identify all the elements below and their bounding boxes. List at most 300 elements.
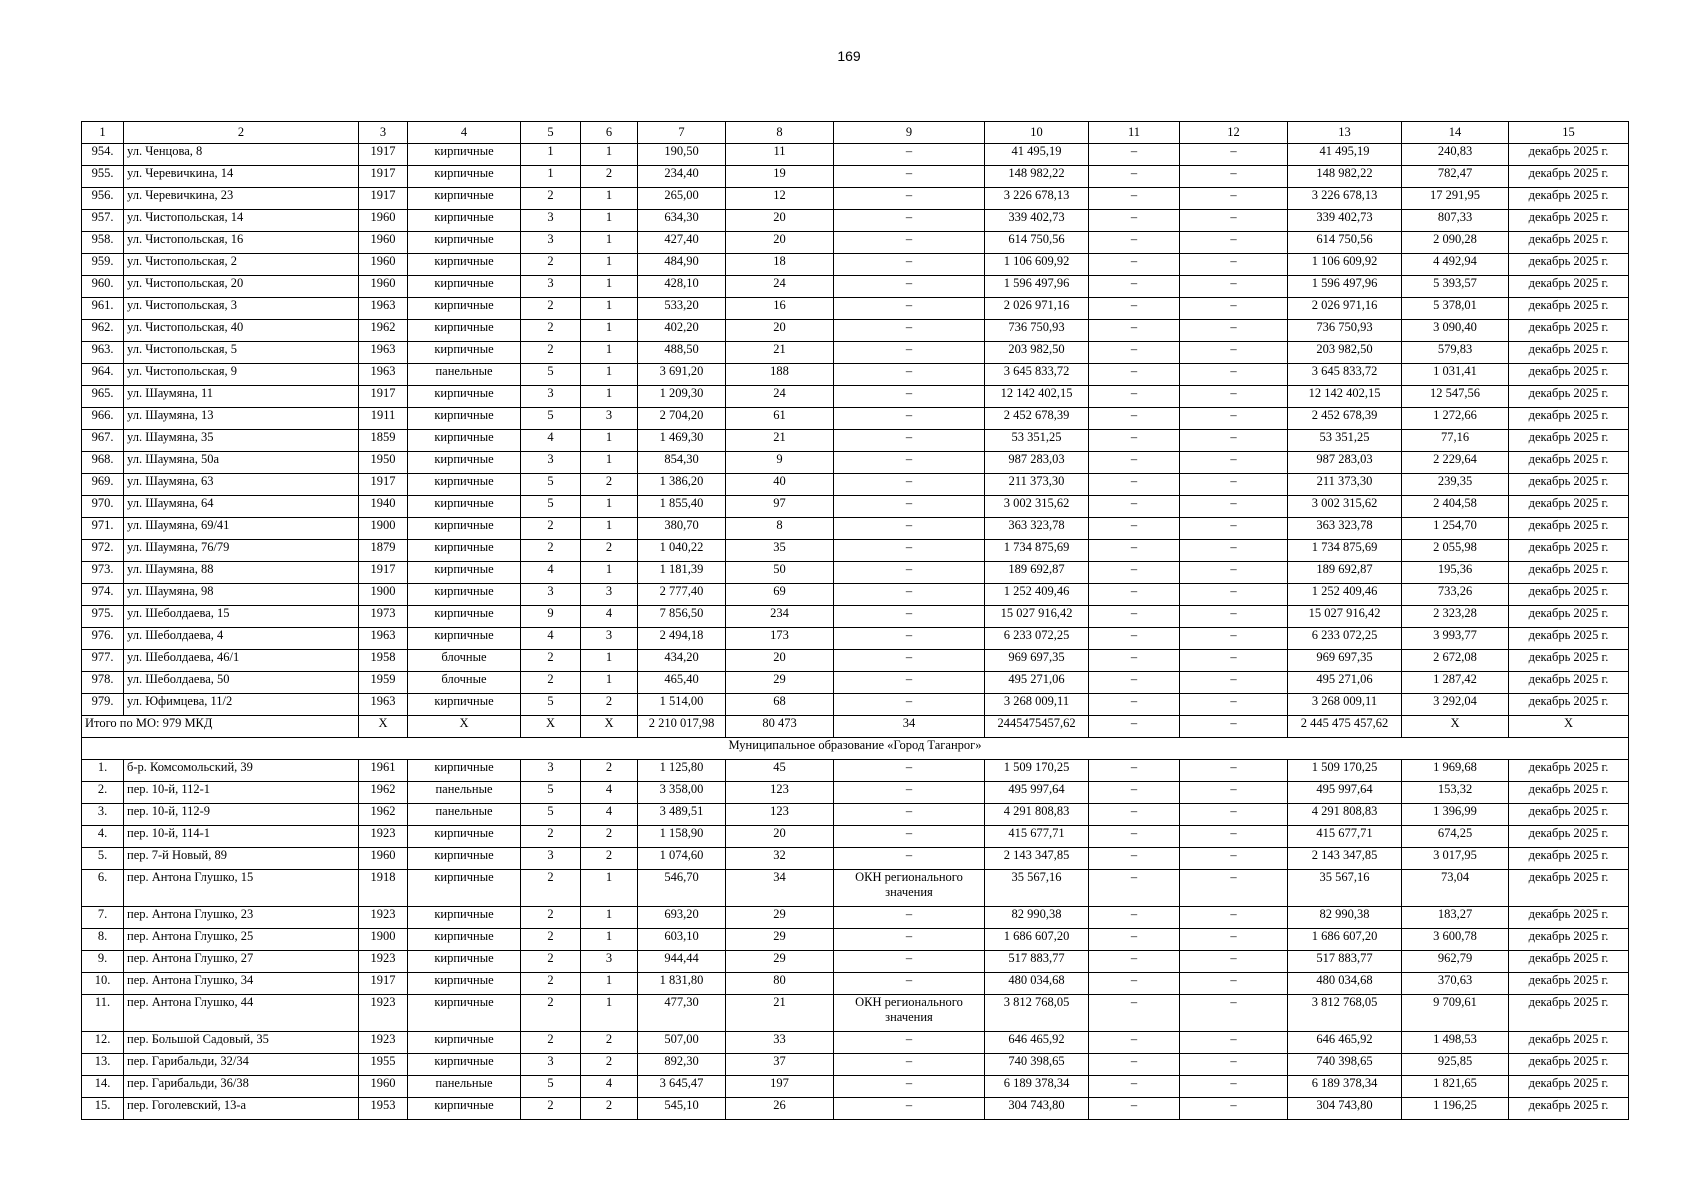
cell-entrances: 4 <box>581 782 638 804</box>
cell-row-number: 956. <box>82 188 124 210</box>
cell-year-built: 1959 <box>359 672 408 694</box>
cell-cost-per-sqm: 9 709,61 <box>1402 995 1509 1032</box>
cell-entrances: 2 <box>581 1098 638 1120</box>
cell-wall-material: кирпичные <box>408 386 521 408</box>
table-row <box>82 951 1629 973</box>
cell-entrances: 1 <box>581 496 638 518</box>
table-row <box>82 995 1629 1032</box>
cell-row-number: 966. <box>82 408 124 430</box>
column-header-2: 2 <box>124 122 359 144</box>
cell-cost-col-13: 203 982,50 <box>1288 342 1402 364</box>
cell-cost-per-sqm: 5 393,57 <box>1402 276 1509 298</box>
cell-total-area: 1 855,40 <box>638 496 726 518</box>
cell-cost-col-11: – <box>1089 254 1180 276</box>
table-row <box>82 320 1629 342</box>
cell-cost-per-sqm: 73,04 <box>1402 870 1509 907</box>
cell-heritage-status: – <box>834 694 985 716</box>
cell-row-number: 954. <box>82 144 124 166</box>
cell-heritage-status: – <box>834 188 985 210</box>
cell-residents: 34 <box>726 870 834 907</box>
table-row <box>82 907 1629 929</box>
cell-row-number: 965. <box>82 386 124 408</box>
cell-cost-col-11: – <box>1089 672 1180 694</box>
cell-cost-col-11: – <box>1089 848 1180 870</box>
table-row <box>82 254 1629 276</box>
cell-completion-date: декабрь 2025 г. <box>1509 166 1629 188</box>
cell-address: пер. 10-й, 112-1 <box>124 782 359 804</box>
cell-row-number: 967. <box>82 430 124 452</box>
cell-address: пер. 7-й Новый, 89 <box>124 848 359 870</box>
cell-completion-date: декабрь 2025 г. <box>1509 342 1629 364</box>
cell-cost-col-13: 12 142 402,15 <box>1288 386 1402 408</box>
table-row <box>82 804 1629 826</box>
cell-year-built: 1900 <box>359 929 408 951</box>
cell-cost-col-12: – <box>1180 496 1288 518</box>
cell-cost-col-13: 480 034,68 <box>1288 973 1402 995</box>
cell-total-cost: 363 323,78 <box>985 518 1089 540</box>
cell-floors: 2 <box>521 826 581 848</box>
cell-wall-material: кирпичные <box>408 760 521 782</box>
section-row <box>82 738 1629 760</box>
cell-cost-col-12: – <box>1180 804 1288 826</box>
cell-address: пер. Антона Глушко, 34 <box>124 973 359 995</box>
cell-cost-per-sqm: 3 993,77 <box>1402 628 1509 650</box>
cell-completion-date: декабрь 2025 г. <box>1509 760 1629 782</box>
cell-cost-col-12: – <box>1180 474 1288 496</box>
cell-cost-col-12: – <box>1180 650 1288 672</box>
cell-heritage-status: – <box>834 1032 985 1054</box>
cell-cost-col-12: – <box>1180 452 1288 474</box>
cell-heritage-status: – <box>834 606 985 628</box>
cell-floors: 3 <box>521 232 581 254</box>
table-row <box>82 1032 1629 1054</box>
cell-year-built: 1962 <box>359 804 408 826</box>
cell-cost-col-12: – <box>1180 342 1288 364</box>
cell-heritage-status: – <box>834 628 985 650</box>
cell-cost-col-13: 6 189 378,34 <box>1288 1076 1402 1098</box>
cell-cost-per-sqm: 2 404,58 <box>1402 496 1509 518</box>
cell-residents: 24 <box>726 276 834 298</box>
cell-address: ул. Шаумяна, 13 <box>124 408 359 430</box>
cell-residents: 29 <box>726 929 834 951</box>
cell-address: ул. Черевичкина, 14 <box>124 166 359 188</box>
cell-year-built: 1958 <box>359 650 408 672</box>
cell-total-cost: 415 677,71 <box>985 826 1089 848</box>
cell-heritage-status: – <box>834 760 985 782</box>
cell-total-area: 603,10 <box>638 929 726 951</box>
cell-residents: 20 <box>726 826 834 848</box>
cell-wall-material: кирпичные <box>408 276 521 298</box>
cell-year-built: 1963 <box>359 342 408 364</box>
cell-residents: 188 <box>726 364 834 386</box>
cell-entrances: 2 <box>581 848 638 870</box>
cell-row-number: 14. <box>82 1076 124 1098</box>
cell-address: ул. Шаумяна, 35 <box>124 430 359 452</box>
cell-row-number: 11. <box>82 995 124 1032</box>
cell-cost-col-12: – <box>1180 210 1288 232</box>
cell-cost-per-sqm: 2 090,28 <box>1402 232 1509 254</box>
cell-total-cost: 6 233 072,25 <box>985 628 1089 650</box>
column-header-15: 15 <box>1509 122 1629 144</box>
cell-completion-date: декабрь 2025 г. <box>1509 606 1629 628</box>
cell-residents: 29 <box>726 672 834 694</box>
cell-row-number: 976. <box>82 628 124 650</box>
cell-entrances: 2 <box>581 826 638 848</box>
cell-address: ул. Чистопольская, 20 <box>124 276 359 298</box>
cell-total-area: 533,20 <box>638 298 726 320</box>
cell-total-area: 380,70 <box>638 518 726 540</box>
cell-floors: 2 <box>521 1098 581 1120</box>
cell-wall-material: кирпичные <box>408 430 521 452</box>
cell-address: ул. Шеболдаева, 15 <box>124 606 359 628</box>
cell-cost-col-11: – <box>1089 694 1180 716</box>
cell-total-cost: 987 283,03 <box>985 452 1089 474</box>
cell-entrances: 1 <box>581 298 638 320</box>
table-row <box>82 606 1629 628</box>
cell-cost-col-11: – <box>1089 320 1180 342</box>
cell-cost-col-13: 15 027 916,42 <box>1288 606 1402 628</box>
page-number: 169 <box>837 48 861 64</box>
section-title: Муниципальное образование «Город Таганрог» <box>82 738 1629 760</box>
cell-total-area: 234,40 <box>638 166 726 188</box>
table-header <box>82 122 1629 144</box>
cell-floors: 2 <box>521 518 581 540</box>
cell-residents: 197 <box>726 1076 834 1098</box>
cell-wall-material: кирпичные <box>408 606 521 628</box>
cell-address: ул. Шаумяна, 64 <box>124 496 359 518</box>
cell-completion-date: декабрь 2025 г. <box>1509 1032 1629 1054</box>
subtotal-cell: 34 <box>834 716 985 738</box>
cell-address: пер. Антона Глушко, 15 <box>124 870 359 907</box>
cell-total-area: 507,00 <box>638 1032 726 1054</box>
cell-address: ул. Шаумяна, 63 <box>124 474 359 496</box>
cell-address: ул. Чистопольская, 16 <box>124 232 359 254</box>
cell-residents: 20 <box>726 232 834 254</box>
cell-year-built: 1917 <box>359 386 408 408</box>
cell-entrances: 1 <box>581 973 638 995</box>
cell-heritage-status: – <box>834 782 985 804</box>
cell-total-cost: 3 226 678,13 <box>985 188 1089 210</box>
cell-cost-col-11: – <box>1089 188 1180 210</box>
cell-cost-col-11: – <box>1089 144 1180 166</box>
cell-heritage-status: – <box>834 1076 985 1098</box>
cell-row-number: 958. <box>82 232 124 254</box>
table-row <box>82 188 1629 210</box>
cell-total-cost: 304 743,80 <box>985 1098 1089 1120</box>
cell-year-built: 1900 <box>359 584 408 606</box>
cell-cost-col-13: 987 283,03 <box>1288 452 1402 474</box>
cell-total-cost: 211 373,30 <box>985 474 1089 496</box>
cell-heritage-status: ОКН регионального значения <box>834 995 985 1032</box>
cell-cost-per-sqm: 1 396,99 <box>1402 804 1509 826</box>
cell-total-cost: 15 027 916,42 <box>985 606 1089 628</box>
cell-cost-col-13: 4 291 808,83 <box>1288 804 1402 826</box>
cell-wall-material: кирпичные <box>408 496 521 518</box>
cell-completion-date: декабрь 2025 г. <box>1509 474 1629 496</box>
cell-wall-material: кирпичные <box>408 628 521 650</box>
cell-cost-per-sqm: 240,83 <box>1402 144 1509 166</box>
cell-cost-per-sqm: 239,35 <box>1402 474 1509 496</box>
cell-year-built: 1962 <box>359 320 408 342</box>
cell-residents: 12 <box>726 188 834 210</box>
cell-heritage-status: – <box>834 276 985 298</box>
cell-heritage-status: – <box>834 650 985 672</box>
cell-completion-date: декабрь 2025 г. <box>1509 672 1629 694</box>
cell-cost-col-11: – <box>1089 826 1180 848</box>
cell-address: ул. Чистопольская, 14 <box>124 210 359 232</box>
cell-completion-date: декабрь 2025 г. <box>1509 188 1629 210</box>
cell-cost-col-12: – <box>1180 408 1288 430</box>
cell-cost-col-11: – <box>1089 870 1180 907</box>
cell-year-built: 1879 <box>359 540 408 562</box>
cell-address: ул. Шеболдаева, 4 <box>124 628 359 650</box>
cell-total-cost: 2 452 678,39 <box>985 408 1089 430</box>
cell-cost-per-sqm: 925,85 <box>1402 1054 1509 1076</box>
cell-cost-col-13: 41 495,19 <box>1288 144 1402 166</box>
table-body <box>82 144 1629 1120</box>
cell-completion-date: декабрь 2025 г. <box>1509 386 1629 408</box>
cell-heritage-status: – <box>834 1054 985 1076</box>
column-header-10: 10 <box>985 122 1089 144</box>
cell-completion-date: декабрь 2025 г. <box>1509 144 1629 166</box>
table-row <box>82 929 1629 951</box>
cell-cost-col-13: 53 351,25 <box>1288 430 1402 452</box>
cell-cost-col-12: – <box>1180 166 1288 188</box>
cell-address: ул. Шеболдаева, 46/1 <box>124 650 359 672</box>
cell-cost-col-11: – <box>1089 364 1180 386</box>
cell-cost-per-sqm: 1 821,65 <box>1402 1076 1509 1098</box>
cell-row-number: 970. <box>82 496 124 518</box>
cell-cost-col-11: – <box>1089 342 1180 364</box>
cell-cost-col-13: 6 233 072,25 <box>1288 628 1402 650</box>
cell-total-cost: 1 686 607,20 <box>985 929 1089 951</box>
cell-entrances: 1 <box>581 144 638 166</box>
cell-total-cost: 41 495,19 <box>985 144 1089 166</box>
cell-year-built: 1963 <box>359 628 408 650</box>
cell-row-number: 12. <box>82 1032 124 1054</box>
cell-total-area: 1 040,22 <box>638 540 726 562</box>
cell-cost-per-sqm: 674,25 <box>1402 826 1509 848</box>
cell-cost-col-13: 415 677,71 <box>1288 826 1402 848</box>
cell-cost-col-11: – <box>1089 166 1180 188</box>
cell-residents: 234 <box>726 606 834 628</box>
subtotal-cell: 2 445 475 457,62 <box>1288 716 1402 738</box>
cell-cost-per-sqm: 1 969,68 <box>1402 760 1509 782</box>
cell-cost-col-11: – <box>1089 452 1180 474</box>
cell-total-cost: 53 351,25 <box>985 430 1089 452</box>
cell-heritage-status: – <box>834 672 985 694</box>
cell-total-area: 1 514,00 <box>638 694 726 716</box>
cell-cost-col-13: 495 271,06 <box>1288 672 1402 694</box>
cell-year-built: 1923 <box>359 951 408 973</box>
cell-heritage-status: – <box>834 562 985 584</box>
cell-heritage-status: – <box>834 408 985 430</box>
cell-cost-col-11: – <box>1089 562 1180 584</box>
cell-row-number: 971. <box>82 518 124 540</box>
cell-year-built: 1911 <box>359 408 408 430</box>
cell-cost-col-12: – <box>1180 760 1288 782</box>
cell-cost-col-11: – <box>1089 430 1180 452</box>
cell-address: ул. Шаумяна, 50а <box>124 452 359 474</box>
cell-year-built: 1900 <box>359 518 408 540</box>
cell-year-built: 1960 <box>359 1076 408 1098</box>
cell-total-cost: 148 982,22 <box>985 166 1089 188</box>
cell-wall-material: кирпичные <box>408 694 521 716</box>
cell-entrances: 1 <box>581 562 638 584</box>
cell-address: ул. Чистопольская, 3 <box>124 298 359 320</box>
cell-wall-material: кирпичные <box>408 540 521 562</box>
cell-row-number: 9. <box>82 951 124 973</box>
table-row <box>82 386 1629 408</box>
cell-heritage-status: – <box>834 430 985 452</box>
cell-cost-per-sqm: 1 196,25 <box>1402 1098 1509 1120</box>
cell-row-number: 963. <box>82 342 124 364</box>
cell-completion-date: декабрь 2025 г. <box>1509 1054 1629 1076</box>
cell-heritage-status: – <box>834 232 985 254</box>
cell-total-cost: 3 812 768,05 <box>985 995 1089 1032</box>
cell-heritage-status: – <box>834 144 985 166</box>
subtotal-cell: 80 473 <box>726 716 834 738</box>
cell-residents: 123 <box>726 804 834 826</box>
table-row <box>82 672 1629 694</box>
cell-cost-col-12: – <box>1180 276 1288 298</box>
cell-total-area: 1 074,60 <box>638 848 726 870</box>
cell-entrances: 2 <box>581 760 638 782</box>
cell-cost-col-13: 2 143 347,85 <box>1288 848 1402 870</box>
cell-total-area: 465,40 <box>638 672 726 694</box>
cell-cost-per-sqm: 3 090,40 <box>1402 320 1509 342</box>
cell-heritage-status: – <box>834 1098 985 1120</box>
cell-residents: 20 <box>726 210 834 232</box>
cell-floors: 2 <box>521 1032 581 1054</box>
column-header-5: 5 <box>521 122 581 144</box>
cell-row-number: 955. <box>82 166 124 188</box>
cell-address: ул. Чистопольская, 2 <box>124 254 359 276</box>
cell-year-built: 1961 <box>359 760 408 782</box>
cell-total-area: 190,50 <box>638 144 726 166</box>
column-header-7: 7 <box>638 122 726 144</box>
cell-residents: 20 <box>726 320 834 342</box>
column-header-8: 8 <box>726 122 834 144</box>
cell-cost-col-13: 646 465,92 <box>1288 1032 1402 1054</box>
cell-cost-col-12: – <box>1180 232 1288 254</box>
cell-address: пер. 10-й, 112-9 <box>124 804 359 826</box>
cell-cost-col-12: – <box>1180 562 1288 584</box>
cell-cost-col-12: – <box>1180 540 1288 562</box>
cell-entrances: 1 <box>581 364 638 386</box>
cell-total-area: 3 645,47 <box>638 1076 726 1098</box>
cell-wall-material: кирпичные <box>408 320 521 342</box>
table-row <box>82 166 1629 188</box>
cell-total-area: 477,30 <box>638 995 726 1032</box>
table-row <box>82 364 1629 386</box>
cell-floors: 2 <box>521 254 581 276</box>
cell-total-area: 1 125,80 <box>638 760 726 782</box>
cell-wall-material: кирпичные <box>408 254 521 276</box>
cell-floors: 5 <box>521 474 581 496</box>
cell-total-area: 1 181,39 <box>638 562 726 584</box>
cell-residents: 68 <box>726 694 834 716</box>
cell-entrances: 1 <box>581 518 638 540</box>
cell-total-area: 484,90 <box>638 254 726 276</box>
cell-cost-col-12: – <box>1180 929 1288 951</box>
table-row <box>82 1076 1629 1098</box>
cell-cost-col-11: – <box>1089 408 1180 430</box>
cell-completion-date: декабрь 2025 г. <box>1509 364 1629 386</box>
cell-row-number: 1. <box>82 760 124 782</box>
cell-residents: 21 <box>726 430 834 452</box>
cell-wall-material: кирпичные <box>408 452 521 474</box>
cell-cost-col-11: – <box>1089 474 1180 496</box>
cell-heritage-status: – <box>834 518 985 540</box>
cell-year-built: 1917 <box>359 474 408 496</box>
cell-cost-col-12: – <box>1180 870 1288 907</box>
cell-row-number: 959. <box>82 254 124 276</box>
cell-total-cost: 3 268 009,11 <box>985 694 1089 716</box>
cell-completion-date: декабрь 2025 г. <box>1509 1098 1629 1120</box>
cell-row-number: 6. <box>82 870 124 907</box>
cell-heritage-status: ОКН регионального значения <box>834 870 985 907</box>
cell-cost-col-11: – <box>1089 210 1180 232</box>
cell-cost-per-sqm: 4 492,94 <box>1402 254 1509 276</box>
cell-cost-col-11: – <box>1089 628 1180 650</box>
cell-cost-col-13: 1 252 409,46 <box>1288 584 1402 606</box>
cell-wall-material: кирпичные <box>408 210 521 232</box>
cell-cost-col-11: – <box>1089 496 1180 518</box>
cell-year-built: 1973 <box>359 606 408 628</box>
cell-cost-col-12: – <box>1180 672 1288 694</box>
cell-residents: 11 <box>726 144 834 166</box>
cell-heritage-status: – <box>834 804 985 826</box>
cell-entrances: 1 <box>581 870 638 907</box>
cell-total-cost: 82 990,38 <box>985 907 1089 929</box>
table-row <box>82 760 1629 782</box>
cell-entrances: 1 <box>581 276 638 298</box>
cell-residents: 29 <box>726 951 834 973</box>
cell-entrances: 2 <box>581 540 638 562</box>
cell-cost-col-11: – <box>1089 518 1180 540</box>
cell-floors: 1 <box>521 166 581 188</box>
cell-cost-per-sqm: 12 547,56 <box>1402 386 1509 408</box>
cell-total-area: 488,50 <box>638 342 726 364</box>
cell-cost-col-12: – <box>1180 848 1288 870</box>
cell-residents: 45 <box>726 760 834 782</box>
cell-cost-col-13: 3 268 009,11 <box>1288 694 1402 716</box>
cell-entrances: 1 <box>581 452 638 474</box>
cell-address: пер. Большой Садовый, 35 <box>124 1032 359 1054</box>
cell-heritage-status: – <box>834 540 985 562</box>
cell-total-cost: 203 982,50 <box>985 342 1089 364</box>
subtotal-cell: Х <box>521 716 581 738</box>
cell-cost-col-13: 82 990,38 <box>1288 907 1402 929</box>
table-row <box>82 474 1629 496</box>
cell-cost-col-12: – <box>1180 320 1288 342</box>
cell-cost-col-13: 614 750,56 <box>1288 232 1402 254</box>
cell-wall-material: кирпичные <box>408 166 521 188</box>
cell-floors: 4 <box>521 430 581 452</box>
cell-cost-col-11: – <box>1089 276 1180 298</box>
subtotal-cell: Х <box>581 716 638 738</box>
column-header-6: 6 <box>581 122 638 144</box>
table-row <box>82 973 1629 995</box>
cell-residents: 9 <box>726 452 834 474</box>
cell-cost-col-12: – <box>1180 188 1288 210</box>
cell-total-cost: 517 883,77 <box>985 951 1089 973</box>
cell-wall-material: кирпичные <box>408 232 521 254</box>
cell-cost-col-12: – <box>1180 1054 1288 1076</box>
column-header-12: 12 <box>1180 122 1288 144</box>
column-header-1: 1 <box>82 122 124 144</box>
